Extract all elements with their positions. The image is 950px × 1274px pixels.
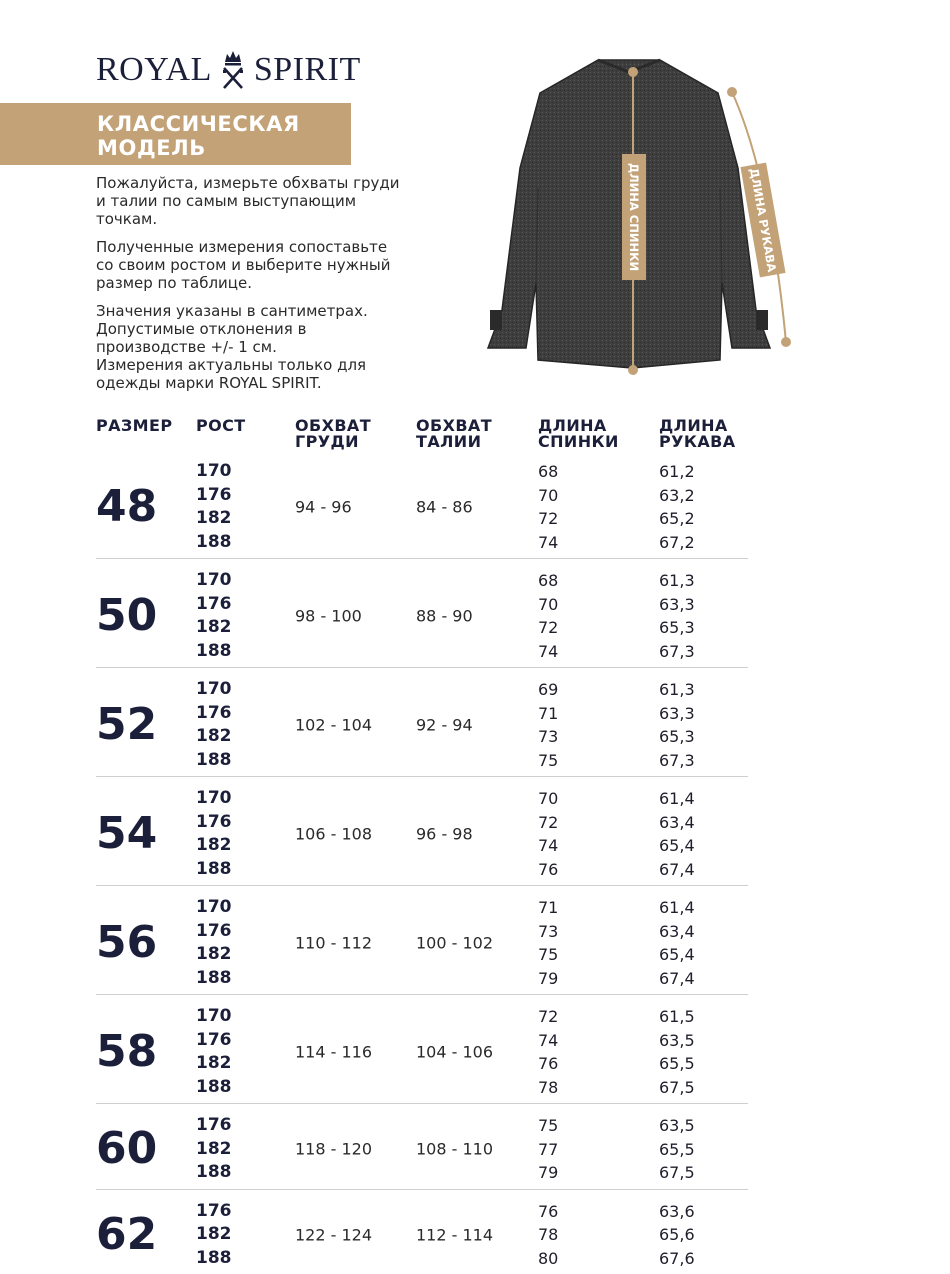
back-length-value: 70	[538, 484, 558, 508]
height-column	[196, 569, 232, 663]
chest-range: 118 - 120	[295, 1140, 372, 1159]
brand-name-left: ROYAL	[96, 51, 212, 89]
back-length-value: 74	[538, 1029, 558, 1053]
sleeve-length-value: 67,5	[659, 1076, 695, 1100]
sleeve-length-column	[659, 1114, 695, 1185]
back-length-value: 71	[538, 702, 558, 726]
back-length-value: 76	[538, 1052, 558, 1076]
chest-range: 98 - 100	[295, 607, 362, 626]
back-length-value: 77	[538, 1138, 558, 1162]
sleeve-length-value: 63,3	[659, 702, 695, 726]
crown-crossed-swords-icon	[218, 48, 248, 92]
back-length-value: 75	[538, 943, 558, 967]
size-group	[96, 1005, 748, 1104]
back-length-value: 76	[538, 1200, 558, 1224]
size-group	[96, 1114, 748, 1190]
height-value: 182	[196, 616, 232, 640]
height-value: 182	[196, 1138, 232, 1162]
col-header-chest-line1: ОБХВАТ	[295, 418, 371, 434]
chest-range: 106 - 108	[295, 825, 372, 844]
chest-range: 114 - 116	[295, 1043, 372, 1062]
size-group	[96, 1200, 748, 1274]
back-length-value: 75	[538, 749, 558, 773]
back-length-value: 78	[538, 1076, 558, 1100]
waist-range: 104 - 106	[416, 1043, 493, 1062]
back-length-column	[538, 1200, 558, 1271]
back-length-value: 78	[538, 1223, 558, 1247]
back-length-column	[538, 569, 558, 663]
height-value: 188	[196, 1247, 232, 1271]
size-group	[96, 678, 748, 777]
height-value: 188	[196, 749, 232, 773]
sleeve-length-value: 65,5	[659, 1052, 695, 1076]
back-length-value: 72	[538, 616, 558, 640]
sleeve-length-value: 67,2	[659, 531, 695, 555]
sleeve-length-column	[659, 1005, 695, 1099]
size-group	[96, 787, 748, 886]
size-group	[96, 896, 748, 995]
sleeve-length-value: 63,5	[659, 1029, 695, 1053]
height-value: 188	[196, 1076, 232, 1100]
height-value: 176	[196, 1029, 232, 1053]
size-value: 52	[96, 703, 157, 747]
back-length-value: 76	[538, 858, 558, 882]
sleeve-length-value: 65,2	[659, 507, 695, 531]
col-header-sleeve-line1: ДЛИНА	[659, 418, 736, 434]
size-table	[96, 460, 748, 1274]
back-length-value: 72	[538, 1005, 558, 1029]
height-column	[196, 1005, 232, 1099]
height-value: 170	[196, 678, 232, 702]
col-header-height: РОСТ	[196, 418, 246, 434]
back-length-value: 68	[538, 569, 558, 593]
height-value: 182	[196, 1052, 232, 1076]
height-column	[196, 896, 232, 990]
sleeve-length-value: 63,4	[659, 920, 695, 944]
sleeve-length-value: 67,6	[659, 1247, 695, 1271]
model-banner	[0, 103, 351, 165]
col-header-size: РАЗМЕР	[96, 418, 172, 434]
instruction-measure: Пожалуйста, измерьте обхваты груди и талии по самым выступающим точкам.	[96, 174, 406, 228]
brand-logo	[96, 48, 361, 92]
back-length-value: 80	[538, 1247, 558, 1271]
col-header-chest-line2: ГРУДИ	[295, 434, 371, 450]
back-length-value: 71	[538, 896, 558, 920]
sleeve-length-value: 67,4	[659, 967, 695, 991]
height-value: 176	[196, 811, 232, 835]
waist-range: 84 - 86	[416, 498, 473, 517]
instruction-brand-note: Измерения актуальны только для одежды марки ROYAL SPIRIT.	[96, 356, 406, 392]
height-value: 188	[196, 967, 232, 991]
height-value: 182	[196, 725, 232, 749]
back-length-value: 68	[538, 460, 558, 484]
back-length-column	[538, 678, 558, 772]
back-length-value: 72	[538, 811, 558, 835]
waist-range: 92 - 94	[416, 716, 473, 735]
sleeve-length-column	[659, 787, 695, 881]
size-value: 48	[96, 485, 157, 529]
sleeve-length-column	[659, 460, 695, 554]
instruction-units: Значения указаны в сантиметрах. Допустимые отклонения в производстве +/- 1 см.	[96, 302, 406, 356]
sleeve-length-value: 63,6	[659, 1200, 695, 1224]
sleeve-length-value: 65,6	[659, 1223, 695, 1247]
waist-range: 88 - 90	[416, 607, 473, 626]
col-header-back-line2: СПИНКИ	[538, 434, 619, 450]
col-header-waist	[416, 418, 492, 450]
chest-range: 102 - 104	[295, 716, 372, 735]
sleeve-length-value: 63,4	[659, 811, 695, 835]
height-value: 188	[196, 531, 232, 555]
height-value: 176	[196, 702, 232, 726]
back-length-value: 73	[538, 920, 558, 944]
height-value: 176	[196, 1200, 232, 1224]
size-value: 62	[96, 1213, 157, 1257]
size-group	[96, 460, 748, 559]
banner-line-1: КЛАССИЧЕСКАЯ	[97, 112, 300, 136]
sleeve-length-value: 67,5	[659, 1161, 695, 1185]
sleeve-length-value: 65,3	[659, 616, 695, 640]
back-length-value: 70	[538, 787, 558, 811]
back-length-value: 70	[538, 593, 558, 617]
height-column	[196, 1200, 232, 1271]
sleeve-length-value: 65,4	[659, 834, 695, 858]
sleeve-length-value: 61,3	[659, 678, 695, 702]
col-header-back-line1: ДЛИНА	[538, 418, 619, 434]
sleeve-length-value: 61,3	[659, 569, 695, 593]
height-value: 176	[196, 1114, 232, 1138]
sleeve-length-column	[659, 1200, 695, 1271]
back-length-value: 69	[538, 678, 558, 702]
back-length-column	[538, 460, 558, 554]
jacket-illustration	[470, 48, 810, 378]
height-value: 176	[196, 484, 232, 508]
sleeve-length-value: 63,3	[659, 593, 695, 617]
sleeve-length-value: 65,5	[659, 1138, 695, 1162]
sleeve-length-column	[659, 896, 695, 990]
back-length-value: 74	[538, 640, 558, 664]
size-value: 60	[96, 1127, 157, 1171]
chest-range: 110 - 112	[295, 934, 372, 953]
height-value: 182	[196, 943, 232, 967]
back-length-column	[538, 1005, 558, 1099]
height-column	[196, 678, 232, 772]
height-value: 170	[196, 460, 232, 484]
brand-name-right: SPIRIT	[254, 51, 361, 89]
waist-range: 96 - 98	[416, 825, 473, 844]
sleeve-length-column	[659, 569, 695, 663]
back-length-value: 79	[538, 1161, 558, 1185]
height-value: 170	[196, 1005, 232, 1029]
height-value: 170	[196, 569, 232, 593]
waist-range: 100 - 102	[416, 934, 493, 953]
size-value: 56	[96, 921, 157, 965]
banner-line-2: МОДЕЛЬ	[97, 136, 300, 160]
sleeve-length-value: 61,5	[659, 1005, 695, 1029]
sleeve-length-value: 63,5	[659, 1114, 695, 1138]
waist-range: 108 - 110	[416, 1140, 493, 1159]
back-length-column	[538, 896, 558, 990]
waist-range: 112 - 114	[416, 1225, 493, 1244]
back-length-value: 73	[538, 725, 558, 749]
height-value: 170	[196, 787, 232, 811]
sleeve-length-value: 63,2	[659, 484, 695, 508]
height-value: 182	[196, 834, 232, 858]
sleeve-length-column	[659, 678, 695, 772]
height-value: 188	[196, 1161, 232, 1185]
sleeve-length-value: 65,4	[659, 943, 695, 967]
height-value: 182	[196, 1223, 232, 1247]
back-length-label: ДЛИНА СПИНКИ	[627, 163, 641, 271]
height-value: 182	[196, 507, 232, 531]
sleeve-length-value: 61,4	[659, 787, 695, 811]
size-group	[96, 569, 748, 668]
instruction-compare: Полученные измерения сопоставьте со своим ростом и выберите нужный размер по таблице.	[96, 238, 406, 292]
sleeve-length-value: 61,4	[659, 896, 695, 920]
size-value: 54	[96, 812, 157, 856]
back-length-value: 74	[538, 531, 558, 555]
back-length-value: 75	[538, 1114, 558, 1138]
sleeve-length-value: 61,2	[659, 460, 695, 484]
height-value: 188	[196, 640, 232, 664]
height-value: 170	[196, 896, 232, 920]
sleeve-length-value: 67,3	[659, 640, 695, 664]
back-length-column	[538, 787, 558, 881]
instructions	[96, 174, 406, 402]
height-value: 176	[196, 593, 232, 617]
chest-range: 94 - 96	[295, 498, 352, 517]
chest-range: 122 - 124	[295, 1225, 372, 1244]
height-value: 188	[196, 858, 232, 882]
col-header-waist-line2: ТАЛИИ	[416, 434, 492, 450]
height-column	[196, 1114, 232, 1185]
col-header-back-length	[538, 418, 619, 450]
col-header-sleeve-length	[659, 418, 736, 450]
size-value: 50	[96, 594, 157, 638]
sleeve-length-value: 67,3	[659, 749, 695, 773]
back-length-value: 79	[538, 967, 558, 991]
sleeve-length-value: 67,4	[659, 858, 695, 882]
col-header-chest	[295, 418, 371, 450]
col-header-sleeve-line2: РУКАВА	[659, 434, 736, 450]
height-column	[196, 787, 232, 881]
sleeve-length-value: 65,3	[659, 725, 695, 749]
banner-title	[97, 112, 300, 160]
height-value: 176	[196, 920, 232, 944]
sleeve-length-label: ДЛИНА РУКАВА	[747, 167, 779, 273]
back-length-column	[538, 1114, 558, 1185]
height-column	[196, 460, 232, 554]
back-length-value: 74	[538, 834, 558, 858]
back-length-value: 72	[538, 507, 558, 531]
col-header-waist-line1: ОБХВАТ	[416, 418, 492, 434]
size-value: 58	[96, 1030, 157, 1074]
